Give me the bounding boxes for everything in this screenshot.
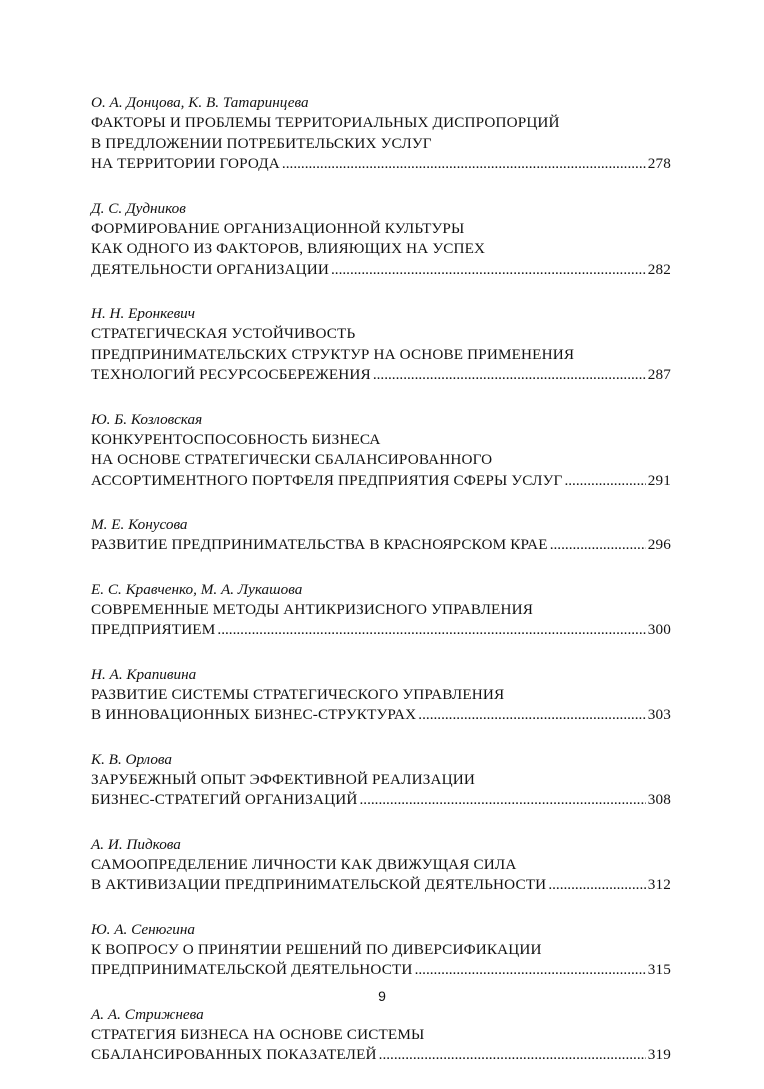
entry-authors: А. А. Стрижнева xyxy=(91,1005,204,1023)
dot-leader xyxy=(415,960,646,981)
toc-entry xyxy=(91,664,671,726)
entry-title-text: ПРЕДПРИНИМАТЕЛЬСКОЙ ДЕЯТЕЛЬНОСТИ xyxy=(91,961,413,978)
entry-title-line: КОНКУРЕНТОСПОСОБНОСТЬ БИЗНЕСА xyxy=(91,430,381,448)
entry-authors: К. В. Орлова xyxy=(91,750,173,768)
entry-title-line: ЗАРУБЕЖНЫЙ ОПЫТ ЭФФЕКТИВНОЙ РЕАЛИЗАЦИИ xyxy=(91,770,475,788)
entry-title-last-line xyxy=(91,260,671,281)
entry-title-last-line xyxy=(91,365,671,386)
entry-title-text: РАЗВИТИЕ ПРЕДПРИНИМАТЕЛЬСТВА В КРАСНОЯРСКОМ КРАЕ xyxy=(91,536,548,553)
entry-title-text: ДЕЯТЕЛЬНОСТИ ОРГАНИЗАЦИИ xyxy=(91,260,329,278)
toc-entry xyxy=(91,198,671,281)
entry-title-line: РАЗВИТИЕ СИСТЕМЫ СТРАТЕГИЧЕСКОГО УПРАВЛЕНИЯ xyxy=(91,685,505,703)
entry-title-text: В ИННОВАЦИОННЫХ БИЗНЕС-СТРУКТУРАХ xyxy=(91,706,417,723)
entry-title-text: БИЗНЕС-СТРАТЕГИЙ ОРГАНИЗАЦИЙ xyxy=(91,791,358,808)
toc-entry xyxy=(91,834,671,896)
dot-leader xyxy=(282,154,646,175)
toc-entry xyxy=(91,1004,671,1066)
toc-entry xyxy=(91,749,671,811)
entry-title-last-line xyxy=(91,154,671,175)
entry-title-text: В АКТИВИЗАЦИИ ПРЕДПРИНИМАТЕЛЬСКОЙ ДЕЯТЕЛЬНОСТИ xyxy=(91,876,547,893)
entry-title-last-line xyxy=(91,960,671,981)
entry-title-line: В ПРЕДЛОЖЕНИИ ПОТРЕБИТЕЛЬСКИХ УСЛУГ xyxy=(91,134,432,152)
entry-title-last-line xyxy=(91,790,671,811)
entry-title-line: КАК ОДНОГО ИЗ ФАКТОРОВ, ВЛИЯЮЩИХ НА УСПЕХ xyxy=(91,240,486,257)
entry-title-last-line xyxy=(91,535,671,556)
entry-title-line: СТРАТЕГИЧЕСКАЯ УСТОЙЧИВОСТЬ xyxy=(91,325,356,342)
dot-leader xyxy=(379,1045,646,1066)
toc-entry xyxy=(91,303,671,386)
entry-page-number: 300 xyxy=(647,621,671,638)
entry-title-line: СТРАТЕГИЯ БИЗНЕСА НА ОСНОВЕ СИСТЕМЫ xyxy=(91,1025,425,1043)
entry-title-last-line xyxy=(91,875,671,896)
dot-leader xyxy=(418,705,645,726)
entry-title-last-line xyxy=(91,1045,671,1066)
entry-page-number: 315 xyxy=(647,961,671,978)
entry-page-number: 308 xyxy=(647,791,671,808)
dot-leader xyxy=(548,875,645,896)
entry-title-line: САМООПРЕДЕЛЕНИЕ ЛИЧНОСТИ КАК ДВИЖУЩАЯ СИЛА xyxy=(91,855,517,873)
entry-title-line: К ВОПРОСУ О ПРИНЯТИИ РЕШЕНИЙ ПО ДИВЕРСИФИКАЦИИ xyxy=(91,940,542,958)
entry-page-number: 312 xyxy=(647,876,671,893)
entry-authors: Д. С. Дудников xyxy=(91,199,186,217)
entry-authors: Ю. Б. Козловская xyxy=(91,410,203,428)
entry-title-text: АССОРТИМЕНТНОГО ПОРТФЕЛЯ ПРЕДПРИЯТИЯ СФЕРЫ УСЛУГ xyxy=(91,471,563,489)
dot-leader xyxy=(550,535,646,556)
entry-page-number: 282 xyxy=(647,260,671,278)
entry-title-line: ПРЕДПРИНИМАТЕЛЬСКИХ СТРУКТУР НА ОСНОВЕ ПРИМЕНЕНИЯ xyxy=(91,345,575,363)
entry-title-last-line xyxy=(91,471,671,492)
toc-entry xyxy=(91,409,671,492)
entry-authors: Н. А. Крапивина xyxy=(91,665,197,683)
toc-entry xyxy=(91,919,671,981)
entry-title-line: ФАКТОРЫ И ПРОБЛЕМЫ ТЕРРИТОРИАЛЬНЫХ ДИСПРОПОРЦИЙ xyxy=(91,114,560,131)
dot-leader xyxy=(564,471,645,492)
dot-leader xyxy=(373,365,646,386)
entry-title-text: ТЕХНОЛОГИЙ РЕСУРСОСБЕРЕЖЕНИЯ xyxy=(91,366,371,383)
entry-title-last-line xyxy=(91,705,671,726)
toc-entry xyxy=(91,579,671,641)
entry-authors: Е. С. Кравченко, М. А. Лукашова xyxy=(91,580,303,598)
toc-entry xyxy=(91,514,671,556)
entry-title-text: СБАЛАНСИРОВАННЫХ ПОКАЗАТЕЛЕЙ xyxy=(91,1046,377,1063)
dot-leader xyxy=(217,620,645,641)
entry-page-number: 319 xyxy=(647,1046,671,1063)
entry-title-text: НА ТЕРРИТОРИИ ГОРОДА xyxy=(91,155,280,172)
entry-title-line: НА ОСНОВЕ СТРАТЕГИЧЕСКИ СБАЛАНСИРОВАННОГО xyxy=(91,451,493,468)
entry-title-line: СОВРЕМЕННЫЕ МЕТОДЫ АНТИКРИЗИСНОГО УПРАВЛЕНИЯ xyxy=(91,600,533,618)
entry-authors: О. А. Донцова, К. В. Татаринцева xyxy=(91,94,309,111)
entry-page-number: 278 xyxy=(647,155,671,172)
dot-leader xyxy=(359,790,645,811)
table-of-contents xyxy=(91,92,671,1089)
entry-authors: М. Е. Конусова xyxy=(91,516,188,533)
toc-entry xyxy=(91,92,671,175)
entry-page-number: 303 xyxy=(647,706,671,723)
entry-authors: А. И. Пидкова xyxy=(91,835,181,853)
entry-authors: Ю. А. Сенюгина xyxy=(91,920,196,938)
dot-leader xyxy=(331,260,646,281)
entry-page-number: 291 xyxy=(647,471,671,489)
entry-title-line: ФОРМИРОВАНИЕ ОРГАНИЗАЦИОННОЙ КУЛЬТУРЫ xyxy=(91,219,465,237)
entry-page-number: 287 xyxy=(647,366,671,383)
entry-authors: Н. Н. Еронкевич xyxy=(91,305,196,322)
page-number: 9 xyxy=(378,988,386,1004)
entry-title-text: ПРЕДПРИЯТИЕМ xyxy=(91,621,216,638)
entry-title-last-line xyxy=(91,620,671,641)
entry-page-number: 296 xyxy=(647,536,671,553)
